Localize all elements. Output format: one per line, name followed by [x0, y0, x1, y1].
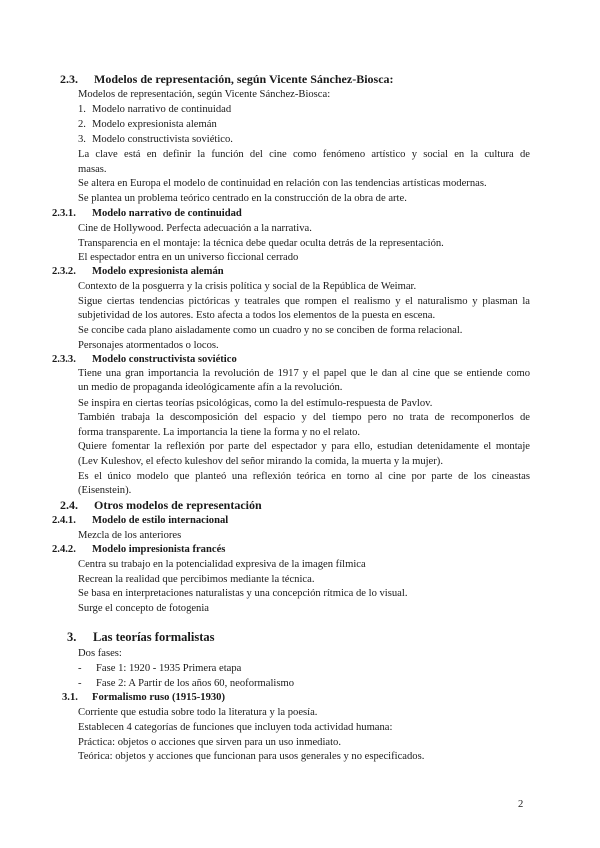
heading-3-1: 3.1. Formalismo ruso (1915-1930) — [62, 692, 225, 703]
paragraph: Tiene una gran importancia la revolución de 1917 y el papel que le dan al cine que se entiende como — [78, 368, 530, 379]
list-item: - Fase 1: 1920 - 1935 Primera etapa — [78, 663, 242, 674]
paragraph: un medio de propaganda ideológicamente afín a la revolución. — [78, 382, 343, 393]
paragraph: Se altera en Europa el modelo de continuidad en relación con las tendencias artísticas modernas. — [78, 178, 487, 189]
heading-2-3 — [60, 72, 512, 89]
paragraph: Quiere fomentar la reflexión por parte del espectador y para ello, estudian detenidamente el montaje — [78, 441, 530, 452]
paragraph: Se plantea un problema teórico centrado en la construcción de la obra de arte. — [78, 193, 407, 204]
heading-2-3-1: 2.3.1. Modelo narrativo de continuidad — [52, 208, 242, 219]
paragraph: La clave está en definir la función del cine como fenómeno artístico y social en la cultura de — [78, 149, 530, 160]
paragraph: Corriente que estudia sobre todo la literatura y la poesía. — [78, 707, 318, 718]
paragraph: (Eisenstein). — [78, 485, 132, 496]
paragraph: Se concibe cada plano aisladamente como un cuadro y no se conciben de forma relacional. — [78, 325, 463, 336]
paragraph: Surge el concepto de fotogenia — [78, 603, 210, 614]
heading-2-3-2: 2.3.2. Modelo expresionista alemán — [52, 266, 224, 277]
paragraph: subjetividad de los autores. Esto afecta a todos los elementos de la puesta en escena. — [78, 310, 436, 321]
paragraph: Cine de Hollywood. Perfecta adecuación a la narrativa. — [78, 223, 312, 234]
list-item: 3. Modelo constructivista soviético. — [78, 134, 233, 145]
paragraph: También trabaja la descomposición del espacio y del tiempo pero no trata de recomponerlos de — [78, 412, 530, 423]
paragraph: Contexto de la posguerra y la crisis política y social de la República de Weimar. — [78, 281, 417, 292]
list-item: 2. Modelo expresionista alemán — [78, 119, 217, 130]
list-item: 1. Modelo narrativo de continuidad — [78, 104, 232, 115]
paragraph: Sigue ciertas tendencias pictóricas y teatrales que rompen el realismo y el naturalismo y plasman la — [78, 296, 530, 307]
paragraph: masas. — [78, 164, 107, 175]
paragraph: Establecen 4 categorías de funciones que incluyen toda actividad humana: — [78, 722, 393, 733]
page-number: 2 — [518, 799, 524, 810]
heading-number: 2.3. — [60, 72, 78, 86]
paragraph: Mezcla de los anteriores — [78, 530, 182, 541]
paragraph: Se inspira en ciertas teorías psicológicas, como la del estímulo-respuesta de Pavlov. — [78, 398, 433, 409]
paragraph: Es el único modelo que planteó una reflexión teórica en torno al cine por parte de los cineastas — [78, 471, 530, 482]
heading-title: Modelos de representación, según Vicente Sánchez-Biosca: — [94, 72, 394, 86]
paragraph: Personajes atormentados o locos. — [78, 340, 219, 351]
paragraph: (Lev Kuleshov, el efecto kuleshov del señor mirando la comida, la muerta y la mujer). — [78, 456, 443, 467]
paragraph: Dos fases: — [78, 648, 122, 659]
paragraph: Modelos de representación, según Vicente Sánchez-Biosca: — [78, 89, 331, 100]
paragraph: Se basa en interpretaciones naturalistas y una concepción rítmica de lo visual. — [78, 588, 408, 599]
heading-3: 3. Las teorías formalistas — [67, 630, 215, 644]
paragraph: Centra su trabajo en la potencialidad expresiva de la imagen fílmica — [78, 559, 366, 570]
heading-2-4-1: 2.4.1. Modelo de estilo internacional — [52, 515, 229, 526]
paragraph: Práctica: objetos o acciones que sirven para un uso inmediato. — [78, 737, 341, 748]
paragraph: Recrean la realidad que percibimos mediante la técnica. — [78, 574, 315, 585]
paragraph: El espectador entra en un universo ficcional cerrado — [78, 252, 299, 263]
heading-2-3-3: 2.3.3. Modelo constructivista soviético — [52, 354, 237, 365]
paragraph: Transparencia en el montaje: la técnica debe quedar oculta detrás de la representación. — [78, 238, 444, 249]
paragraph: Teórica: objetos y acciones que funcionan para usos generales y no especificados. — [78, 751, 425, 762]
paragraph: forma transparente. La importancia la tiene la forma y no el relato. — [78, 427, 361, 438]
heading-2-4: 2.4. Otros modelos de representación — [60, 498, 262, 512]
heading-2-4-2: 2.4.2. Modelo impresionista francés — [52, 544, 226, 555]
list-item: - Fase 2: A Partir de los años 60, neoformalismo — [78, 678, 295, 689]
